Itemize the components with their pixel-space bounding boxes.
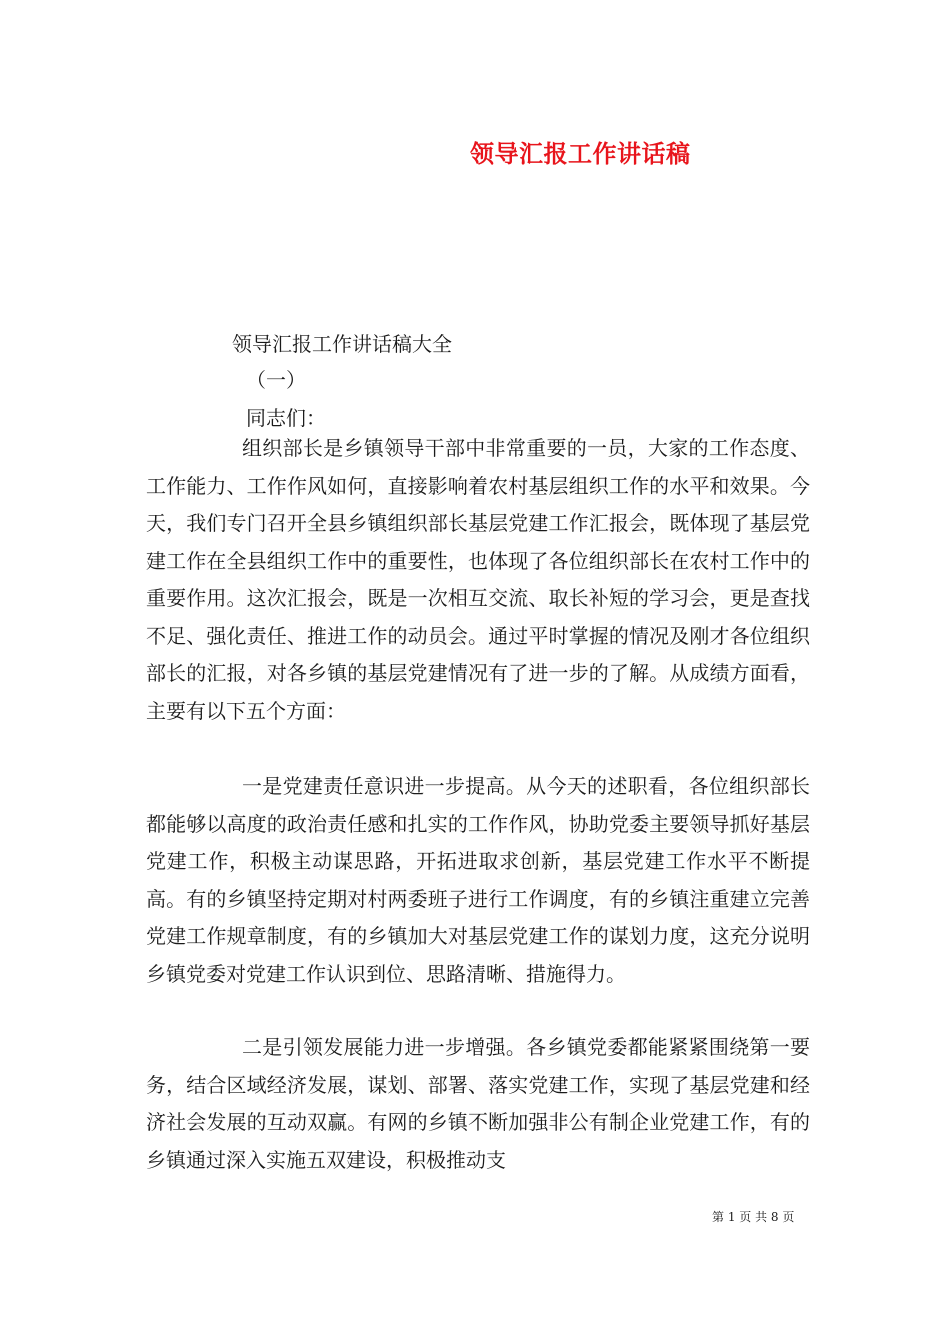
salutation: 同志们： <box>246 406 326 430</box>
paragraph-point-two: 二是引领发展能力进一步增强。各乡镇党委都能紧紧围绕第一要务，结合区域经济发展，谋划、部署、落实党建工作，实现了基层党建和经济社会发展的互动双赢。有网的乡镇不断加强非公有制企业党建工作，有的乡镇通过深入实施五双建设，积极推动支 <box>146 1035 810 1172</box>
document-title: 领导汇报工作讲话稿 <box>470 139 691 168</box>
page-footer: 第 1 页 共 8 页 <box>712 1210 795 1224</box>
paragraph-point-one: 一是党建责任意识进一步提高。从今天的述职看，各位组织部长都能够以高度的政治责任感和扎实的工作作风，协助党委主要领导抓好基层党建工作，积极主动谋思路，开拓进取求创新，基层党建工作水平不断提高。有的乡镇坚持定期对村两委班子进行工作调度，有的乡镇注重建立完善党建工作规章制度，有的乡镇加大对基层党建工作的谋划力度，这充分说明乡镇党委对党建工作认识到位、思路清晰、措施得力。 <box>146 774 810 986</box>
paragraph-intro: 组织部长是乡镇领导干部中非常重要的一员，大家的工作态度、工作能力、工作作风如何，直接影响着农村基层组织工作的水平和效果。今天，我们专门召开全县乡镇组织部长基层党建工作汇报会，既体现了基层党建工作在全县组织工作中的重要性，也体现了各位组织部长在农村工作中的重要作用。这次汇报会，既是一次相互交流、取长补短的学习会，更是查找不足、强化责任、推进工作的动员会。通过平时掌握的情况及刚才各位组织部长的汇报，对各乡镇的基层党建情况有了进一步的了解。从成绩方面看，主要有以下五个方面： <box>146 436 810 723</box>
section-number: （一） <box>246 368 306 392</box>
document-subtitle: 领导汇报工作讲话稿大全 <box>232 332 452 356</box>
